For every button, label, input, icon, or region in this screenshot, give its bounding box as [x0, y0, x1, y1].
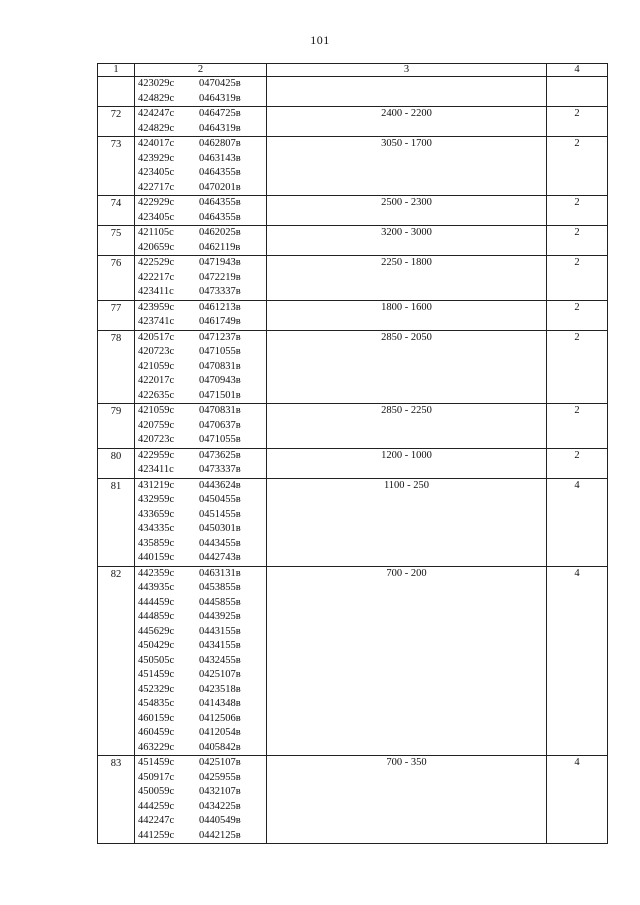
- coordinate-pair: [135, 315, 266, 330]
- coordinate-pair: [135, 122, 266, 137]
- coordinate-pair: [135, 508, 266, 523]
- latitude-value: 420517с: [138, 331, 175, 343]
- latitude-value: 463229с: [138, 741, 175, 753]
- coordinate-pair: [135, 756, 266, 771]
- depth-range: 2850 - 2250: [267, 404, 547, 449]
- coordinate-pair: [135, 196, 266, 211]
- coordinate-pair: [135, 449, 266, 464]
- depth-range: 2500 - 2300: [267, 196, 547, 226]
- longitude-value: 0434225в: [199, 800, 241, 812]
- table-row: [98, 256, 608, 301]
- longitude-value: 0443155в: [199, 625, 241, 637]
- longitude-value: 0470637в: [199, 419, 241, 431]
- coordinate-pair: [135, 785, 266, 800]
- coordinate-pair: [135, 567, 266, 582]
- coordinate-pair: [135, 741, 266, 756]
- coordinates-table: [97, 63, 608, 844]
- coordinate-pair: [135, 77, 266, 92]
- coordinate-pair: [135, 654, 266, 669]
- coordinates-cell: [135, 137, 267, 196]
- latitude-value: 450917с: [138, 771, 175, 783]
- coordinates-cell: [135, 404, 267, 449]
- longitude-value: 0471943в: [199, 257, 241, 268]
- latitude-value: 424829с: [138, 92, 175, 104]
- longitude-value: 0470831в: [199, 360, 241, 372]
- category-value: 2: [547, 300, 608, 330]
- longitude-value: 0463131в: [199, 567, 241, 579]
- latitude-value: 423741с: [138, 316, 175, 327]
- latitude-value: 452329с: [138, 683, 175, 695]
- coordinate-pair: [135, 463, 266, 478]
- coordinates-cell: [135, 478, 267, 566]
- coordinate-pair: [135, 712, 266, 727]
- coordinate-pair: [135, 522, 266, 537]
- row-number: 79: [98, 404, 135, 449]
- row-number: 78: [98, 330, 135, 404]
- latitude-value: 441259с: [138, 829, 175, 841]
- coordinate-pair: [135, 683, 266, 698]
- depth-range: 700 - 200: [267, 566, 547, 756]
- longitude-value: 0471237в: [199, 331, 241, 343]
- table-row: [98, 300, 608, 330]
- latitude-value: 420659с: [138, 241, 175, 253]
- longitude-value: 0471501в: [199, 389, 241, 401]
- category-value: 2: [547, 196, 608, 226]
- category-value: 2: [547, 256, 608, 301]
- latitude-value: 451459с: [138, 757, 175, 768]
- longitude-value: 0470943в: [199, 375, 241, 386]
- latitude-value: 423411с: [138, 464, 174, 475]
- longitude-value: 0463143в: [199, 152, 241, 164]
- table-row: [98, 107, 608, 137]
- latitude-value: 423029с: [138, 78, 175, 89]
- depth-range: 2400 - 2200: [267, 107, 547, 137]
- table-header-row: [98, 64, 608, 77]
- coordinate-pair: [135, 345, 266, 360]
- latitude-value: 460459с: [138, 727, 175, 738]
- page-number: 101: [310, 33, 330, 47]
- latitude-value: 420723с: [138, 434, 175, 445]
- row-number: 83: [98, 756, 135, 844]
- coordinate-pair: [135, 211, 266, 226]
- coordinate-pair: [135, 374, 266, 389]
- latitude-value: 443935с: [138, 582, 175, 593]
- latitude-value: 450505с: [138, 654, 175, 666]
- longitude-value: 0432107в: [199, 786, 241, 797]
- latitude-value: 444259с: [138, 800, 175, 812]
- longitude-value: 0423518в: [199, 683, 241, 695]
- latitude-value: 423411с: [138, 286, 174, 297]
- latitude-value: 442359с: [138, 567, 175, 579]
- table-row: [98, 77, 608, 107]
- row-number: 75: [98, 226, 135, 256]
- coordinates-cell: [135, 107, 267, 137]
- coordinate-pair: [135, 181, 266, 196]
- coordinate-pair: [135, 92, 266, 107]
- coordinates-cell: [135, 300, 267, 330]
- table-row: [98, 404, 608, 449]
- latitude-value: 431219с: [138, 479, 175, 491]
- coordinates-cell: [135, 256, 267, 301]
- coordinate-pair: [135, 285, 266, 300]
- longitude-value: 0412054в: [199, 727, 241, 738]
- column-header: 2: [135, 64, 267, 77]
- coordinate-pair: [135, 581, 266, 596]
- coordinate-pair: [135, 537, 266, 552]
- longitude-value: 0464355в: [199, 197, 241, 208]
- row-number: 76: [98, 256, 135, 301]
- row-number: 74: [98, 196, 135, 226]
- latitude-value: 445629с: [138, 625, 175, 637]
- column-header: 1: [98, 64, 135, 77]
- longitude-value: 0445855в: [199, 596, 241, 608]
- category-value: [547, 77, 608, 107]
- coordinate-pair: [135, 668, 266, 683]
- coordinate-pair: [135, 479, 266, 494]
- latitude-value: 444459с: [138, 596, 175, 608]
- latitude-value: 422529с: [138, 257, 175, 268]
- coordinates-cell: [135, 77, 267, 107]
- latitude-value: 422959с: [138, 449, 175, 461]
- longitude-value: 0405842в: [199, 741, 241, 753]
- row-number: 81: [98, 478, 135, 566]
- coordinate-pair: [135, 596, 266, 611]
- longitude-value: 0471055в: [199, 434, 241, 445]
- longitude-value: 0450455в: [199, 494, 241, 505]
- coordinates-cell: [135, 196, 267, 226]
- table-row: [98, 226, 608, 256]
- longitude-value: 0442125в: [199, 829, 241, 841]
- latitude-value: 422717с: [138, 181, 175, 193]
- coordinate-pair: [135, 625, 266, 640]
- latitude-value: 442247с: [138, 815, 175, 826]
- coordinates-cell: [135, 756, 267, 844]
- table-row: [98, 196, 608, 226]
- latitude-value: 432959с: [138, 494, 175, 505]
- longitude-value: 0472219в: [199, 271, 241, 283]
- coordinate-pair: [135, 726, 266, 741]
- latitude-value: 444859с: [138, 611, 175, 622]
- coordinate-pair: [135, 800, 266, 815]
- table-row: [98, 330, 608, 404]
- longitude-value: 0464355в: [199, 167, 241, 178]
- coordinates-cell: [135, 226, 267, 256]
- coordinate-pair: [135, 152, 266, 167]
- column-header: 3: [267, 64, 547, 77]
- table-row: [98, 137, 608, 196]
- column-header: 4: [547, 64, 608, 77]
- coordinates-cell: [135, 448, 267, 478]
- table-row: [98, 478, 608, 566]
- coordinate-pair: [135, 829, 266, 844]
- category-value: 2: [547, 330, 608, 404]
- longitude-value: 0462025в: [199, 227, 241, 238]
- longitude-value: 0425107в: [199, 669, 241, 680]
- category-value: 2: [547, 137, 608, 196]
- longitude-value: 0461213в: [199, 301, 241, 313]
- latitude-value: 451459с: [138, 669, 175, 680]
- longitude-value: 0443925в: [199, 611, 241, 622]
- longitude-value: 0473337в: [199, 286, 241, 297]
- depth-range: 1800 - 1600: [267, 300, 547, 330]
- coordinate-pair: [135, 301, 266, 316]
- depth-range: 3050 - 1700: [267, 137, 547, 196]
- longitude-value: 0462807в: [199, 138, 241, 149]
- table-row: [98, 756, 608, 844]
- latitude-value: 422635с: [138, 389, 175, 401]
- longitude-value: 0425955в: [199, 771, 241, 783]
- row-number: [98, 77, 135, 107]
- coordinate-pair: [135, 271, 266, 286]
- longitude-value: 0414348в: [199, 698, 241, 709]
- longitude-value: 0464319в: [199, 122, 241, 134]
- row-number: 72: [98, 107, 135, 137]
- depth-range: 2250 - 1800: [267, 256, 547, 301]
- latitude-value: 420723с: [138, 346, 175, 357]
- row-number: 73: [98, 137, 135, 196]
- coordinate-pair: [135, 360, 266, 375]
- coordinate-pair: [135, 241, 266, 256]
- longitude-value: 0412506в: [199, 712, 241, 724]
- coordinate-pair: [135, 404, 266, 419]
- category-value: 4: [547, 478, 608, 566]
- category-value: 2: [547, 448, 608, 478]
- latitude-value: 423929с: [138, 152, 175, 164]
- latitude-value: 435859с: [138, 537, 175, 549]
- coordinate-pair: [135, 771, 266, 786]
- coordinates-cell: [135, 566, 267, 756]
- row-number: 77: [98, 300, 135, 330]
- coordinate-pair: [135, 551, 266, 566]
- latitude-value: 433659с: [138, 508, 175, 520]
- latitude-value: 424829с: [138, 122, 175, 134]
- coordinate-pair: [135, 107, 266, 122]
- latitude-value: 423959с: [138, 301, 175, 313]
- category-value: 2: [547, 404, 608, 449]
- latitude-value: 422929с: [138, 197, 175, 208]
- coordinate-pair: [135, 331, 266, 346]
- depth-range: 1200 - 1000: [267, 448, 547, 478]
- longitude-value: 0471055в: [199, 346, 241, 357]
- row-number: 82: [98, 566, 135, 756]
- longitude-value: 0451455в: [199, 508, 241, 520]
- longitude-value: 0473337в: [199, 464, 241, 475]
- coordinate-pair: [135, 697, 266, 712]
- latitude-value: 421105с: [138, 227, 174, 238]
- coordinate-pair: [135, 389, 266, 404]
- longitude-value: 0453855в: [199, 582, 241, 593]
- coordinate-pair: [135, 610, 266, 625]
- latitude-value: 421059с: [138, 360, 175, 372]
- coordinate-pair: [135, 166, 266, 181]
- latitude-value: 424017с: [138, 138, 175, 149]
- coordinate-pair: [135, 419, 266, 434]
- longitude-value: 0462119в: [199, 241, 241, 253]
- category-value: 4: [547, 566, 608, 756]
- depth-range: 2850 - 2050: [267, 330, 547, 404]
- longitude-value: 0432455в: [199, 654, 241, 666]
- coordinates-cell: [135, 330, 267, 404]
- latitude-value: 450429с: [138, 640, 175, 651]
- longitude-value: 0461749в: [199, 316, 241, 327]
- longitude-value: 0470831в: [199, 405, 241, 416]
- longitude-value: 0440549в: [199, 815, 241, 826]
- coordinate-pair: [135, 137, 266, 152]
- coordinate-pair: [135, 814, 266, 829]
- coordinate-pair: [135, 226, 266, 241]
- depth-range: 1100 - 250: [267, 478, 547, 566]
- latitude-value: 440159с: [138, 552, 175, 563]
- longitude-value: 0434155в: [199, 640, 241, 651]
- longitude-value: 0464319в: [199, 92, 241, 104]
- depth-range: 700 - 350: [267, 756, 547, 844]
- table-row: [98, 566, 608, 756]
- depth-range: [267, 77, 547, 107]
- longitude-value: 0473625в: [199, 449, 241, 461]
- latitude-value: 454835с: [138, 698, 175, 709]
- coordinate-pair: [135, 433, 266, 448]
- longitude-value: 0442743в: [199, 552, 241, 563]
- latitude-value: 450059с: [138, 786, 175, 797]
- table-row: [98, 448, 608, 478]
- coordinate-pair: [135, 639, 266, 654]
- longitude-value: 0450301в: [199, 523, 241, 534]
- latitude-value: 434335с: [138, 523, 175, 534]
- longitude-value: 0443624в: [199, 479, 241, 491]
- depth-range: 3200 - 3000: [267, 226, 547, 256]
- category-value: 4: [547, 756, 608, 844]
- row-number: 80: [98, 448, 135, 478]
- category-value: 2: [547, 226, 608, 256]
- category-value: 2: [547, 107, 608, 137]
- longitude-value: 0443455в: [199, 537, 241, 549]
- longitude-value: 0470201в: [199, 181, 241, 193]
- coordinate-pair: [135, 256, 266, 271]
- longitude-value: 0464355в: [199, 211, 241, 223]
- latitude-value: 422017с: [138, 375, 175, 386]
- latitude-value: 423405с: [138, 211, 175, 223]
- longitude-value: 0470425в: [199, 78, 241, 89]
- latitude-value: 460159с: [138, 712, 175, 724]
- latitude-value: 424247с: [138, 108, 175, 119]
- latitude-value: 420759с: [138, 419, 175, 431]
- longitude-value: 0464725в: [199, 108, 241, 119]
- latitude-value: 422217с: [138, 271, 175, 283]
- latitude-value: 421059с: [138, 405, 175, 416]
- longitude-value: 0425107в: [199, 757, 241, 768]
- coordinate-pair: [135, 493, 266, 508]
- latitude-value: 423405с: [138, 167, 175, 178]
